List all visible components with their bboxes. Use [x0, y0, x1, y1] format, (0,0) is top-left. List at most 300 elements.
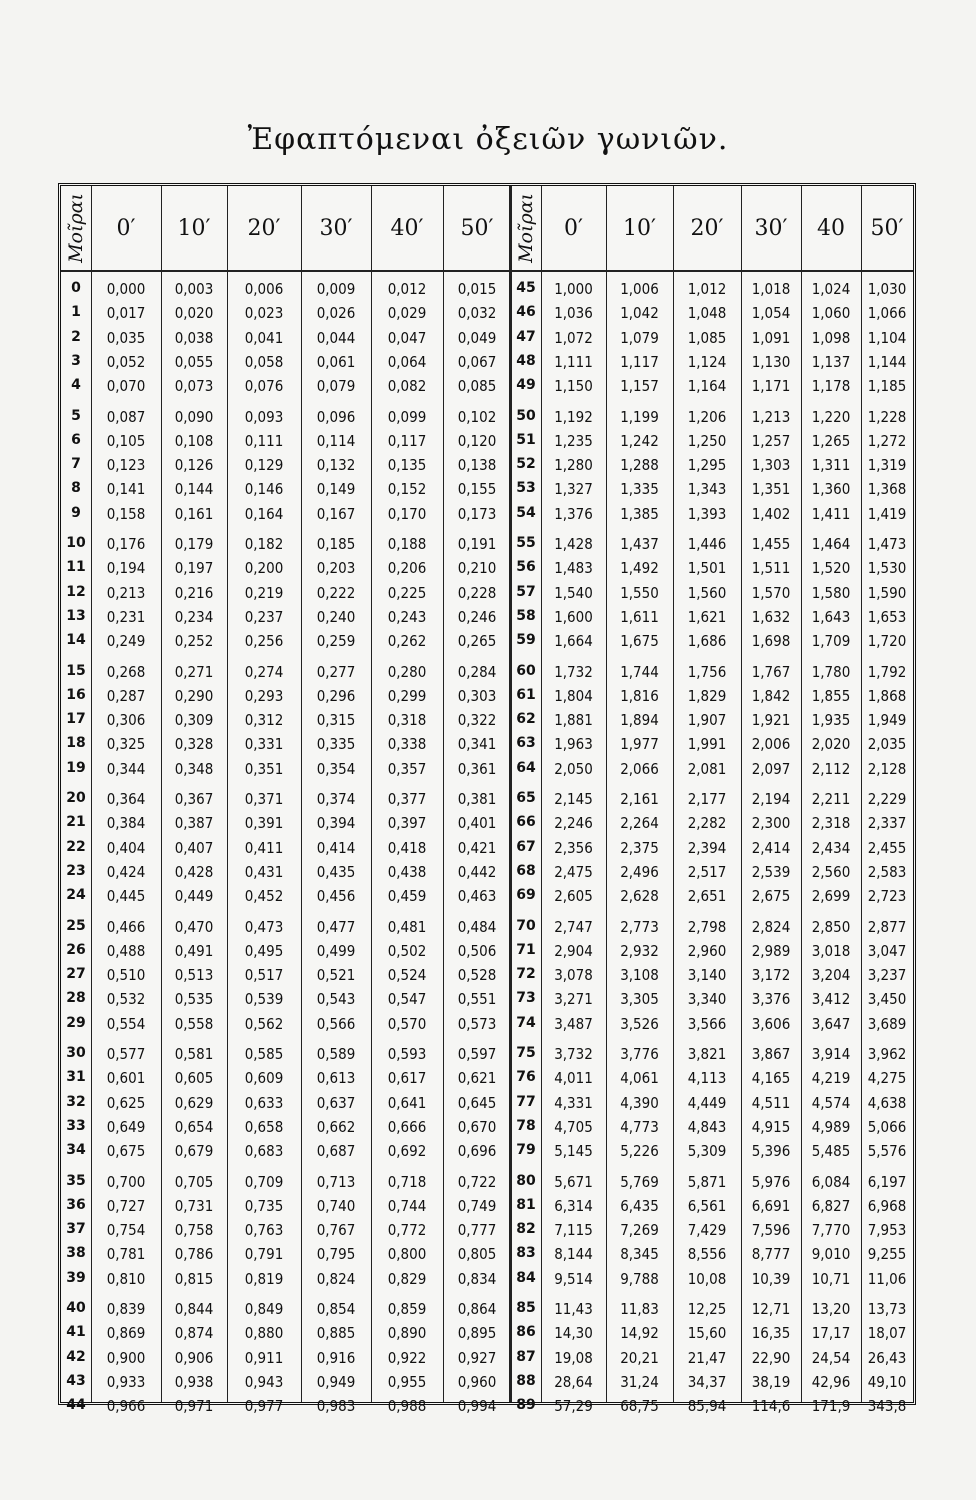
tangent-value: 1,085	[687, 328, 727, 347]
tangent-value: 1,550	[620, 583, 659, 602]
tangent-value: 57,29	[554, 1397, 593, 1416]
tangent-value: 2,747	[554, 917, 593, 936]
tangent-value: 8,345	[620, 1245, 659, 1264]
degree-value: 17	[66, 711, 86, 728]
tangent-value: 1,570	[751, 583, 791, 602]
degree-header	[61, 186, 91, 270]
degree-value: 54	[516, 504, 536, 521]
degree-value: 38	[66, 1245, 86, 1262]
degree-value: 87	[516, 1348, 536, 1365]
degree-value: 21	[66, 814, 86, 831]
tangent-value: 1,632	[751, 607, 791, 626]
tangent-value: 1,816	[620, 686, 659, 705]
tangent-value: 0,067	[457, 352, 497, 371]
tangent-value: 3,566	[687, 1014, 727, 1033]
tangent-value: 31,24	[620, 1372, 659, 1391]
tangent-value: 0,144	[174, 480, 214, 499]
tangent-value: 4,219	[811, 1069, 851, 1088]
tangent-value: 0,188	[387, 535, 427, 553]
degree-value: 64	[516, 759, 536, 776]
tangent-value: 6,435	[620, 1196, 659, 1215]
degree-value: 62	[516, 711, 536, 728]
tangent-value: 0,988	[387, 1397, 427, 1416]
minute-header: 40	[817, 215, 845, 241]
tangent-value: 0,810	[106, 1269, 146, 1288]
degree-value: 31	[66, 1069, 86, 1086]
tangent-value: 1,319	[867, 456, 907, 475]
degree-value: 33	[66, 1117, 86, 1134]
minute-header: 20′	[247, 215, 281, 241]
tangent-value: 0,683	[244, 1142, 284, 1161]
degree-value: 55	[516, 535, 536, 551]
tangent-value: 0,535	[174, 990, 214, 1009]
degree-value: 28	[66, 990, 86, 1007]
tangent-value: 0,325	[106, 735, 146, 754]
tangent-value: 0,772	[387, 1221, 427, 1240]
degree-value: 49	[516, 377, 536, 394]
tangent-value: 0,105	[106, 431, 146, 450]
degree-value: 50	[516, 407, 536, 424]
tangent-value: 0,381	[457, 790, 497, 808]
tangent-value: 0,249	[106, 632, 146, 651]
tangent-value: 0,414	[316, 838, 356, 857]
tangent-value: 0,488	[106, 941, 146, 960]
degree-value: 60	[516, 662, 536, 679]
tangent-value: 0,000	[106, 280, 146, 298]
tangent-value: 1,117	[620, 352, 659, 371]
tangent-value: 0,633	[244, 1093, 284, 1112]
tangent-value: 3,867	[751, 1045, 791, 1063]
tangent-value: 1,744	[620, 662, 659, 681]
tangent-value: 0,318	[387, 711, 427, 730]
tangent-value: 1,709	[811, 632, 851, 651]
tangent-value: 5,066	[867, 1117, 907, 1136]
tangent-value: 0,335	[316, 735, 356, 754]
degree-value: 69	[516, 887, 536, 904]
tangent-value: 0,933	[106, 1372, 146, 1391]
tangent-value: 0,200	[244, 559, 284, 578]
tangent-value: 0,949	[316, 1372, 356, 1391]
tangent-value: 1,643	[811, 607, 851, 626]
tangent-value: 4,011	[554, 1069, 593, 1088]
tangent-table	[58, 183, 916, 1416]
tangent-value: 0,521	[316, 966, 356, 985]
tangent-value: 0,228	[457, 583, 497, 602]
tangent-value: 0,167	[316, 504, 356, 523]
tangent-value: 3,732	[554, 1045, 593, 1063]
tangent-value: 1,242	[620, 431, 659, 450]
tangent-value: 1,250	[687, 431, 727, 450]
tangent-value: 2,434	[811, 838, 851, 857]
tangent-value: 3,204	[811, 966, 851, 985]
tangent-value: 1,104	[867, 328, 907, 347]
tangent-value: 4,113	[687, 1069, 727, 1088]
tangent-value: 8,144	[554, 1245, 593, 1264]
tangent-value: 14,30	[554, 1324, 593, 1343]
tangent-value: 0,971	[174, 1397, 214, 1416]
degree-value: 29	[66, 1014, 86, 1031]
tangent-value: 0,895	[457, 1324, 497, 1343]
tangent-value: 0,927	[457, 1348, 497, 1367]
tangent-value: 1,036	[554, 304, 593, 323]
tangent-value: 3,078	[554, 966, 593, 985]
tangent-value: 68,75	[620, 1397, 659, 1416]
tangent-value: 6,197	[867, 1172, 907, 1191]
tangent-value: 0,035	[106, 328, 146, 347]
tangent-value: 0,435	[316, 862, 356, 881]
tangent-value: 0,613	[316, 1069, 356, 1088]
tangent-value: 2,356	[554, 838, 593, 857]
tangent-value: 1,303	[751, 456, 791, 475]
tangent-value: 0,662	[316, 1117, 356, 1136]
tangent-value: 1,054	[751, 304, 791, 323]
tangent-value: 0,890	[387, 1324, 427, 1343]
degree-value: 53	[516, 480, 536, 497]
tangent-value: 0,777	[457, 1221, 497, 1240]
tangent-value: 2,699	[811, 887, 851, 906]
degree-value: 37	[66, 1221, 86, 1238]
tangent-value: 2,496	[620, 862, 659, 881]
tangent-value: 1,501	[687, 559, 727, 578]
tangent-value: 0,966	[106, 1397, 146, 1416]
degree-value: 12	[66, 583, 86, 600]
tangent-value: 2,605	[554, 887, 593, 906]
tangent-value: 0,581	[174, 1045, 214, 1063]
tangent-value: 21,47	[687, 1348, 727, 1367]
tangent-value: 0,805	[457, 1245, 497, 1264]
degree-value: 18	[66, 735, 86, 752]
tangent-value: 1,446	[687, 535, 727, 553]
tangent-value: 5,226	[620, 1142, 659, 1161]
tangent-value: 0,705	[174, 1172, 214, 1191]
tangent-value: 0,637	[316, 1093, 356, 1112]
tangent-value: 0,666	[387, 1117, 427, 1136]
degree-value: 22	[66, 838, 86, 855]
tangent-value: 0,041	[244, 328, 284, 347]
tangent-value: 1,530	[867, 559, 907, 578]
degree-value: 84	[516, 1269, 536, 1286]
tangent-value: 0,361	[457, 759, 497, 778]
degree-value: 15	[66, 662, 86, 679]
tangent-value: 1,686	[687, 632, 727, 651]
tangent-value: 2,097	[751, 759, 791, 778]
tangent-value: 2,583	[867, 862, 907, 881]
tangent-value: 0,781	[106, 1245, 146, 1264]
tangent-value: 12,71	[751, 1300, 791, 1318]
tangent-value: 9,255	[867, 1245, 907, 1264]
degree-value: 11	[66, 559, 86, 576]
tangent-value: 0,357	[387, 759, 427, 778]
tangent-value: 1,220	[811, 407, 851, 426]
tangent-value: 1,111	[554, 352, 593, 371]
tangent-value: 0,421	[457, 838, 497, 857]
tangent-value: 7,596	[751, 1221, 791, 1240]
tangent-value: 0,445	[106, 887, 146, 906]
degree-value: 79	[516, 1142, 536, 1159]
tangent-value: 0,605	[174, 1069, 214, 1088]
tangent-value: 0,394	[316, 814, 356, 833]
tangent-value: 6,084	[811, 1172, 851, 1191]
tangent-value: 0,495	[244, 941, 284, 960]
tangent-value: 0,911	[244, 1348, 284, 1367]
tangent-value: 0,303	[457, 686, 497, 705]
tangent-value: 1,144	[867, 352, 907, 371]
tangent-value: 9,010	[811, 1245, 851, 1264]
minute-header: 30′	[319, 215, 353, 241]
tangent-value: 0,082	[387, 377, 427, 396]
tangent-value: 0,484	[457, 917, 497, 936]
tangent-value: 0,096	[316, 407, 356, 426]
tangent-value: 0,570	[387, 1014, 427, 1033]
tangent-value: 38,19	[751, 1372, 791, 1391]
tangent-value: 0,328	[174, 735, 214, 754]
tangent-value: 28,64	[554, 1372, 593, 1391]
tangent-value: 0,477	[316, 917, 356, 936]
tangent-value: 0,722	[457, 1172, 497, 1191]
tangent-value: 0,442	[457, 862, 497, 881]
tangent-value: 0,834	[457, 1269, 497, 1288]
tangent-value: 1,060	[811, 304, 851, 323]
tangent-value: 0,194	[106, 559, 146, 578]
tangent-value: 2,628	[620, 887, 659, 906]
tangent-value: 4,165	[751, 1069, 791, 1088]
tangent-value: 0,528	[457, 966, 497, 985]
tangent-value: 1,949	[867, 711, 907, 730]
degree-value: 61	[516, 686, 536, 703]
tangent-value: 0,274	[244, 662, 284, 681]
tangent-value: 0,749	[457, 1196, 497, 1215]
tangent-value: 0,404	[106, 838, 146, 857]
tangent-value: 20,21	[620, 1348, 659, 1367]
tangent-value: 1,560	[687, 583, 727, 602]
tangent-value: 0,240	[316, 607, 356, 626]
tangent-value: 1,130	[751, 352, 791, 371]
tangent-value: 0,387	[174, 814, 214, 833]
tangent-value: 0,517	[244, 966, 284, 985]
tangent-value: 3,172	[751, 966, 791, 985]
degree-value: 41	[66, 1324, 86, 1341]
tangent-value: 3,305	[620, 990, 659, 1009]
tangent-value: 0,391	[244, 814, 284, 833]
degree-value: 47	[516, 328, 536, 345]
tangent-value: 0,146	[244, 480, 284, 499]
tangent-value: 1,206	[687, 407, 727, 426]
tangent-value: 1,792	[867, 662, 907, 681]
tangent-value: 2,337	[867, 814, 907, 833]
tangent-value: 0,767	[316, 1221, 356, 1240]
tangent-value: 2,211	[811, 790, 851, 808]
tangent-value: 0,438	[387, 862, 427, 881]
tangent-value: 0,182	[244, 535, 284, 553]
tangent-value: 2,050	[554, 759, 593, 778]
tangent-value: 0,058	[244, 352, 284, 371]
tangent-value: 0,114	[316, 431, 356, 450]
tangent-value: 0,397	[387, 814, 427, 833]
tangent-value: 0,473	[244, 917, 284, 936]
tangent-value: 11,83	[620, 1300, 659, 1318]
tangent-value: 0,219	[244, 583, 284, 602]
tangent-value: 0,543	[316, 990, 356, 1009]
minute-header: 0′	[116, 215, 136, 241]
tangent-value: 1,611	[620, 607, 659, 626]
tangent-value: 5,671	[554, 1172, 593, 1191]
tangent-value: 7,269	[620, 1221, 659, 1240]
tangent-value: 1,171	[751, 377, 791, 396]
tangent-value: 1,042	[620, 304, 659, 323]
tangent-value: 1,935	[811, 711, 851, 730]
tangent-value: 0,585	[244, 1045, 284, 1063]
tangent-value: 1,272	[867, 431, 907, 450]
tangent-value: 0,129	[244, 456, 284, 475]
tangent-value: 0,038	[174, 328, 214, 347]
tangent-value: 1,411	[811, 504, 851, 523]
tangent-value: 1,360	[811, 480, 851, 499]
tangent-value: 1,473	[867, 535, 907, 553]
tangent-value: 0,491	[174, 941, 214, 960]
tangent-value: 2,375	[620, 838, 659, 857]
tangent-value: 1,018	[751, 280, 791, 298]
tangent-value: 1,164	[687, 377, 727, 396]
tangent-value: 0,271	[174, 662, 214, 681]
tangent-value: 3,018	[811, 941, 851, 960]
tangent-value: 1,842	[751, 686, 791, 705]
tangent-value: 0,206	[387, 559, 427, 578]
tangent-value: 0,428	[174, 862, 214, 881]
tangent-value: 0,670	[457, 1117, 497, 1136]
tangent-value: 1,012	[687, 280, 727, 298]
tangent-value: 1,376	[554, 504, 593, 523]
tangent-value: 15,60	[687, 1324, 727, 1343]
tangent-value: 14,92	[620, 1324, 659, 1343]
tangent-value: 0,621	[457, 1069, 497, 1088]
tangent-value: 0,026	[316, 304, 356, 323]
tangent-value: 1,066	[867, 304, 907, 323]
degree-value: 77	[516, 1093, 536, 1110]
tangent-value: 1,327	[554, 480, 593, 499]
tangent-value: 1,199	[620, 407, 659, 426]
tangent-value: 0,023	[244, 304, 284, 323]
tangent-value: 0,692	[387, 1142, 427, 1161]
tangent-value: 0,315	[316, 711, 356, 730]
degree-value: 85	[516, 1300, 536, 1316]
tangent-value: 0,601	[106, 1069, 146, 1088]
tangent-value: 0,829	[387, 1269, 427, 1288]
tangent-value: 0,371	[244, 790, 284, 808]
degree-value: 9	[71, 504, 81, 521]
tangent-value: 3,526	[620, 1014, 659, 1033]
tangent-value: 0,658	[244, 1117, 284, 1136]
tangent-value: 2,066	[620, 759, 659, 778]
tangent-value: 1,192	[554, 407, 593, 426]
tangent-value: 0,849	[244, 1300, 284, 1318]
tangent-value: 0,880	[244, 1324, 284, 1343]
tangent-value: 4,705	[554, 1117, 593, 1136]
tangent-value: 1,402	[751, 504, 791, 523]
tangent-value: 4,275	[867, 1069, 907, 1088]
tangent-value: 1,030	[867, 280, 907, 298]
tangent-value: 0,213	[106, 583, 146, 602]
tangent-value: 1,228	[867, 407, 907, 426]
tangent-value: 1,280	[554, 456, 593, 475]
tangent-value: 4,638	[867, 1093, 907, 1112]
tangent-value: 13,73	[867, 1300, 907, 1318]
tangent-value: 3,450	[867, 990, 907, 1009]
degree-value: 1	[71, 304, 81, 321]
tangent-value: 2,517	[687, 862, 727, 881]
tangent-value: 0,407	[174, 838, 214, 857]
degree-header-label: Μοῖραι	[65, 193, 88, 263]
tangent-value: 0,020	[174, 304, 214, 323]
tangent-value: 0,185	[316, 535, 356, 553]
tangent-value: 0,800	[387, 1245, 427, 1264]
tangent-value: 0,367	[174, 790, 214, 808]
tangent-value: 0,470	[174, 917, 214, 936]
tangent-value: 0,854	[316, 1300, 356, 1318]
tangent-value: 10,71	[811, 1269, 851, 1288]
tangent-value: 0,922	[387, 1348, 427, 1367]
tangent-value: 0,459	[387, 887, 427, 906]
tangent-value: 0,341	[457, 735, 497, 754]
tangent-value: 0,983	[316, 1397, 356, 1416]
tangent-value: 3,606	[751, 1014, 791, 1033]
tangent-value: 9,788	[620, 1269, 659, 1288]
degree-value: 59	[516, 632, 536, 649]
tangent-value: 6,827	[811, 1196, 851, 1215]
tangent-value: 4,511	[751, 1093, 791, 1112]
tangent-value: 0,551	[457, 990, 497, 1009]
tangent-value: 2,128	[867, 759, 907, 778]
degree-value: 82	[516, 1221, 536, 1238]
tangent-value: 2,300	[751, 814, 791, 833]
tangent-value: 0,252	[174, 632, 214, 651]
degree-value: 56	[516, 559, 536, 576]
tangent-value: 1,455	[751, 535, 791, 553]
degree-value: 44	[66, 1397, 86, 1414]
tangent-value: 1,343	[687, 480, 727, 499]
tangent-value: 7,115	[554, 1221, 593, 1240]
tangent-value: 0,280	[387, 662, 427, 681]
degree-value: 81	[516, 1196, 536, 1213]
tangent-value: 13,20	[811, 1300, 851, 1318]
degree-value: 48	[516, 352, 536, 369]
tangent-value: 1,079	[620, 328, 659, 347]
tangent-value: 0,132	[316, 456, 356, 475]
tangent-value: 0,006	[244, 280, 284, 298]
tangent-value: 114,6	[751, 1397, 791, 1416]
tangent-value: 0,044	[316, 328, 356, 347]
minute-header: 50′	[460, 215, 494, 241]
tangent-value: 0,047	[387, 328, 427, 347]
tangent-value: 1,921	[751, 711, 791, 730]
tangent-value: 1,072	[554, 328, 593, 347]
tangent-value: 0,087	[106, 407, 146, 426]
degree-value: 83	[516, 1245, 536, 1262]
tangent-value: 34,37	[687, 1372, 727, 1391]
tangent-value: 0,210	[457, 559, 497, 578]
tangent-value: 4,331	[554, 1093, 593, 1112]
tangent-value: 0,449	[174, 887, 214, 906]
tangent-value: 2,318	[811, 814, 851, 833]
tangent-value: 1,664	[554, 632, 593, 651]
tangent-value: 0,149	[316, 480, 356, 499]
tangent-value: 0,152	[387, 480, 427, 499]
tangent-value: 0,012	[387, 280, 427, 298]
degree-value: 57	[516, 583, 536, 600]
tangent-value: 8,556	[687, 1245, 727, 1264]
degree-value: 25	[66, 917, 86, 934]
degree-value: 13	[66, 607, 86, 624]
tangent-value: 5,576	[867, 1142, 907, 1161]
